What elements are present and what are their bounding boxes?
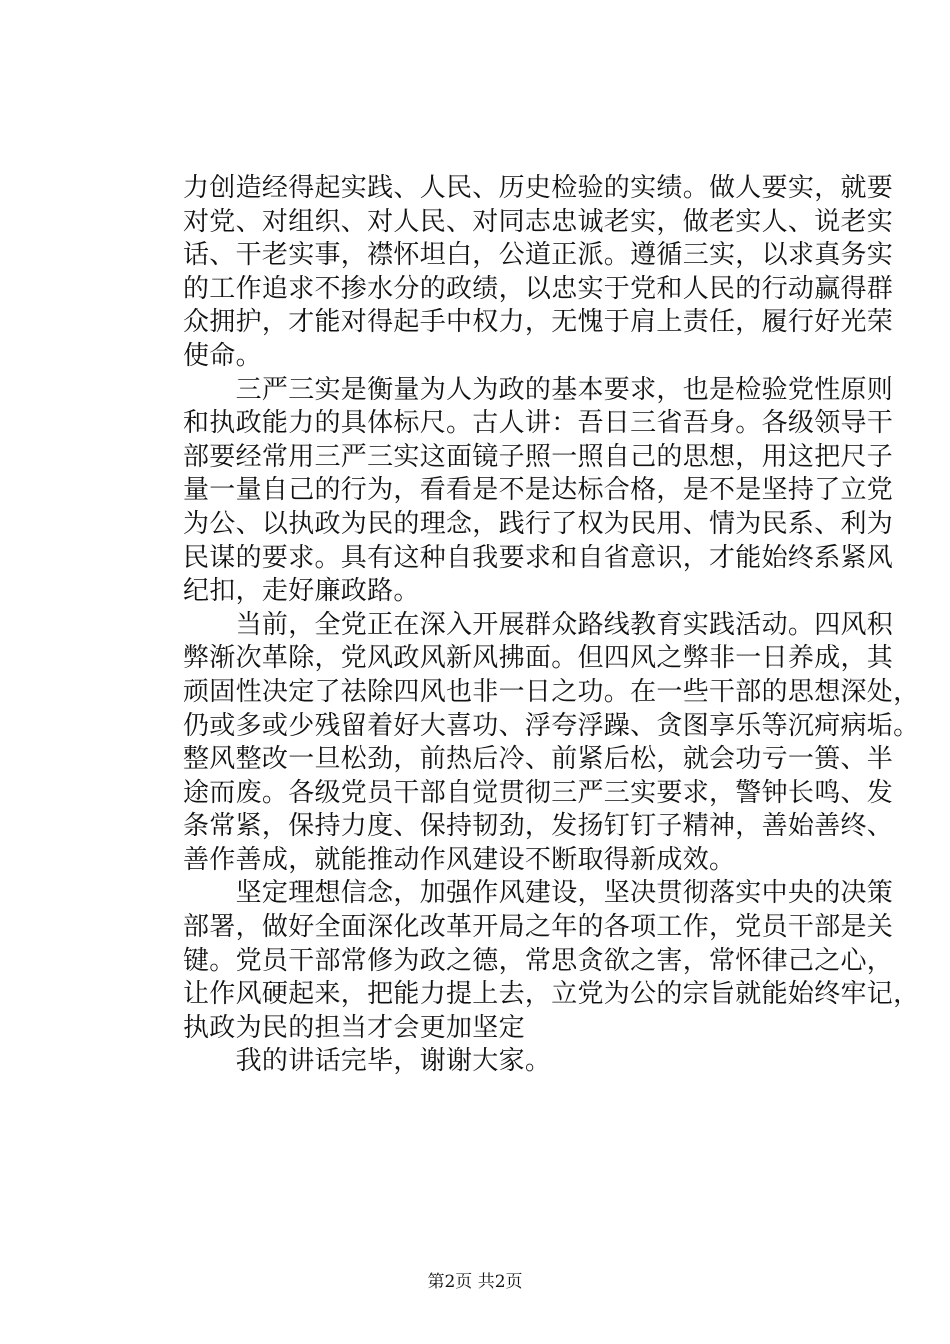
text-line: 话、干老实事，襟怀坦白，公道正派。遵循三实，以求真务实 — [183, 240, 894, 271]
text-line: 善作善成，就能推动作风建设不断取得新成效。 — [183, 844, 736, 875]
text-line: 让作风硬起来，把能力提上去，立党为公的宗旨就能始终牢记， — [183, 979, 920, 1010]
text-line: 使命。 — [183, 340, 262, 371]
text-line: 力创造经得起实践、人民、历史检验的实绩。做人要实，就要 — [183, 173, 894, 203]
text-line: 整风整改一旦松劲，前热后冷、前紧后松，就会功亏一篑、半 — [183, 744, 894, 775]
text-line: 量一量自己的行为，看看是不是达标合格，是不是坚持了立党 — [183, 475, 894, 506]
text-line: 坚定理想信念，加强作风建设，坚决贯彻落实中央的决策 — [183, 878, 894, 909]
paragraph-3 — [183, 609, 920, 878]
text-line: 我的讲话完毕，谢谢大家。 — [183, 1046, 552, 1077]
text-line: 部要经常用三严三实这面镜子照一照自己的思想，用这把尺子 — [183, 441, 894, 472]
paragraph-4 — [183, 877, 920, 1045]
page-number-footer: 第2页 共2页 — [427, 1272, 523, 1292]
paragraph-1 — [183, 172, 894, 374]
text-line: 执政为民的担当才会更加坚定 — [183, 1012, 525, 1043]
paragraph-5 — [183, 1045, 855, 1079]
text-line: 途而废。各级党员干部自觉贯彻三严三实要求，警钟长鸣、发 — [183, 777, 894, 808]
text-line: 仍或多或少残留着好大喜功、浮夸浮躁、贪图享乐等沉疴病垢。 — [183, 710, 920, 741]
text-line: 顽固性决定了祛除四风也非一日之功。在一些干部的思想深处， — [183, 676, 920, 707]
text-line: 弊渐次革除，党风政风新风拂面。但四风之弊非一日养成，其 — [183, 643, 894, 674]
text-line: 和执政能力的具体标尺。古人讲：吾日三省吾身。各级领导干 — [183, 408, 894, 439]
text-line: 条常紧，保持力度、保持韧劲，发扬钉钉子精神，善始善终、 — [183, 811, 894, 842]
text-line: 键。党员干部常修为政之德，常思贪欲之害，常怀律己之心， — [183, 945, 894, 976]
text-line: 的工作追求不掺水分的政绩，以忠实于党和人民的行动赢得群 — [183, 273, 894, 304]
text-line: 对党、对组织、对人民、对同志忠诚老实，做老实人、说老实 — [183, 206, 894, 237]
text-line: 民谋的要求。具有这种自我要求和自省意识，才能始终系紧风 — [183, 542, 894, 573]
text-line: 为公、以执政为民的理念，践行了权为民用、情为民系、利为 — [183, 508, 894, 539]
text-line: 当前，全党正在深入开展群众路线教育实践活动。四风积 — [183, 609, 894, 640]
text-line: 部署，做好全面深化改革开局之年的各项工作，党员干部是关 — [183, 912, 894, 943]
paragraph-2 — [183, 374, 894, 609]
text-line: 众拥护，才能对得起手中权力，无愧于肩上责任，履行好光荣 — [183, 307, 894, 338]
document-body — [183, 172, 920, 1079]
text-line: 纪扣，走好廉政路。 — [183, 576, 420, 607]
text-line: 三严三实是衡量为人为政的基本要求，也是检验党性原则 — [183, 374, 894, 405]
